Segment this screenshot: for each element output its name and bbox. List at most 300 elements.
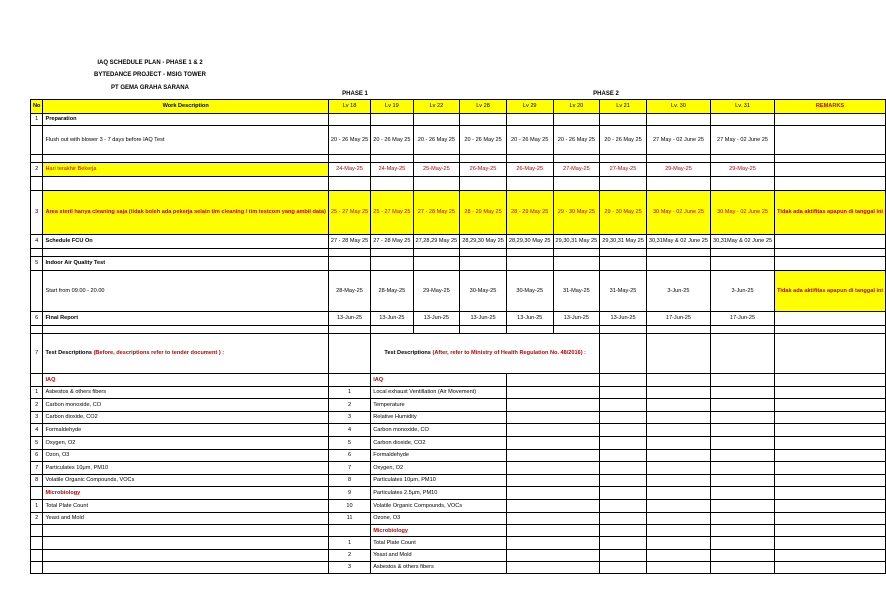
empty-cell xyxy=(775,474,886,487)
work-description: Flush out with blower 3 - 7 days before IAQ Test xyxy=(43,126,328,155)
empty-cell xyxy=(460,249,507,257)
empty-cell xyxy=(553,257,600,271)
empty-cell xyxy=(775,177,886,191)
empty-cell xyxy=(460,257,507,271)
empty-cell xyxy=(600,177,647,191)
schedule-value: 28-May-25 xyxy=(328,271,370,312)
row-number xyxy=(31,525,43,537)
table-row xyxy=(31,163,886,177)
empty-cell xyxy=(413,249,460,257)
schedule-value: 31-May-25 xyxy=(600,271,647,312)
schedule-value: 20 - 26 May 25 xyxy=(371,126,413,155)
table-row xyxy=(31,114,886,126)
empty-cell xyxy=(506,155,553,163)
empty-cell xyxy=(460,155,507,163)
empty-cell xyxy=(710,499,774,512)
schedule-value: 25 - 27 May 25 xyxy=(328,191,370,235)
empty-cell xyxy=(775,487,886,500)
row-number xyxy=(31,126,43,155)
row-number: 3 xyxy=(31,411,43,424)
test-item: Carbon dioxide, CO2 xyxy=(43,411,328,424)
test-item-number: 3 xyxy=(328,411,370,424)
test-item-number: 8 xyxy=(328,474,370,487)
empty-cell xyxy=(506,449,599,462)
empty-cell xyxy=(775,386,886,399)
schedule-value: 29,30,31 May 25 xyxy=(553,235,600,249)
table-row xyxy=(31,191,886,235)
remark-cell xyxy=(775,126,886,155)
empty-cell xyxy=(328,334,370,374)
empty-cell xyxy=(646,436,710,449)
table-row xyxy=(31,155,886,163)
empty-cell xyxy=(775,326,886,334)
empty-cell xyxy=(710,487,774,500)
empty-cell xyxy=(710,462,774,475)
empty-cell xyxy=(710,537,774,549)
empty-cell xyxy=(600,326,647,334)
schedule-value: 3-Jun-25 xyxy=(646,271,710,312)
empty-cell xyxy=(600,537,647,549)
work-description: Hari terakhir Bekerja xyxy=(43,163,328,177)
company-name: PT GEMA GRAHA SARANA xyxy=(111,85,189,91)
schedule-value: 13-Jun-25 xyxy=(371,312,413,326)
schedule-value: 24-May-25 xyxy=(371,163,413,177)
schedule-value: 31-May-25 xyxy=(553,271,600,312)
schedule-value: 20 - 26 May 25 xyxy=(460,126,507,155)
empty-cell xyxy=(506,537,599,549)
empty-cell xyxy=(413,155,460,163)
table-row xyxy=(31,326,886,334)
empty-cell xyxy=(371,326,413,334)
work-description: Schedule FCU On xyxy=(43,235,328,249)
table-row xyxy=(31,374,886,387)
test-item: Asbestos & others fibers xyxy=(43,386,328,399)
empty-cell xyxy=(43,561,328,573)
schedule-value: 20 - 26 May 25 xyxy=(413,126,460,155)
empty-cell xyxy=(31,177,43,191)
test-item-number: 4 xyxy=(328,424,370,437)
schedule-value: 26-May-25 xyxy=(460,163,507,177)
empty-cell xyxy=(646,424,710,437)
schedule-value: 20 - 26 May 25 xyxy=(553,126,600,155)
schedule-value: 30,31May & 02 June 25 xyxy=(646,235,710,249)
row-number: 1 xyxy=(31,386,43,399)
empty-cell xyxy=(506,561,599,573)
empty-cell xyxy=(775,537,886,549)
empty-cell xyxy=(646,449,710,462)
empty-cell xyxy=(600,399,647,412)
empty-cell xyxy=(43,326,328,334)
work-description: Final Report xyxy=(43,312,328,326)
empty-cell xyxy=(600,424,647,437)
empty-cell xyxy=(646,334,710,374)
document-title: IAQ SCHEDULE PLAN - PHASE 1 & 2 xyxy=(97,60,203,66)
empty-cell xyxy=(646,399,710,412)
empty-cell xyxy=(646,386,710,399)
test-item-number: 6 xyxy=(328,449,370,462)
empty-cell xyxy=(710,449,774,462)
test-item-number: 1 xyxy=(328,386,370,399)
work-description: Preparation xyxy=(43,114,328,126)
empty-cell xyxy=(646,525,710,537)
empty-cell xyxy=(710,386,774,399)
schedule-value: 28,29,30 May 25 xyxy=(506,235,553,249)
remark-cell: Tidak ada aktifitas apapun di tanggal ini xyxy=(775,271,886,312)
empty-cell xyxy=(371,177,413,191)
before-label: Test Descriptions xyxy=(45,350,92,357)
schedule-value: 26-May-25 xyxy=(506,163,553,177)
empty-cell xyxy=(600,249,647,257)
empty-cell xyxy=(506,399,599,412)
empty-cell xyxy=(553,249,600,257)
header-level: Lv 18 xyxy=(328,100,370,114)
empty-cell xyxy=(506,326,553,334)
schedule-value: 28,29,30 May 25 xyxy=(460,235,507,249)
empty-cell xyxy=(328,257,370,271)
schedule-value: 3-Jun-25 xyxy=(710,271,774,312)
test-item: Yeast and Mold xyxy=(43,512,328,525)
empty-cell xyxy=(775,399,886,412)
header-level: Lv 28 xyxy=(460,100,507,114)
test-item-number: 1 xyxy=(328,537,370,549)
empty-cell xyxy=(506,386,599,399)
table-row xyxy=(31,271,886,312)
empty-cell xyxy=(600,512,647,525)
table-row xyxy=(31,399,886,412)
schedule-value: 28 - 29 May 25 xyxy=(460,191,507,235)
empty-cell xyxy=(775,549,886,561)
remark-cell xyxy=(775,235,886,249)
empty-cell xyxy=(775,411,886,424)
schedule-value: 25 - 27 May 25 xyxy=(371,191,413,235)
empty-cell xyxy=(646,537,710,549)
schedule-value: 30 May - 02 June 25 xyxy=(710,191,774,235)
empty-cell xyxy=(328,525,370,537)
empty-cell xyxy=(710,326,774,334)
empty-cell xyxy=(775,334,886,374)
empty-cell xyxy=(506,474,599,487)
empty-cell xyxy=(646,474,710,487)
empty-cell xyxy=(600,436,647,449)
empty-cell xyxy=(553,326,600,334)
header-level: Lv 21 xyxy=(600,100,647,114)
test-item: Ozone, O3 xyxy=(371,512,507,525)
empty-cell xyxy=(553,155,600,163)
empty-cell xyxy=(646,374,710,387)
empty-cell xyxy=(600,257,647,271)
table-row xyxy=(31,100,886,114)
empty-cell xyxy=(710,257,774,271)
schedule-value: 13-Jun-25 xyxy=(506,312,553,326)
empty-cell xyxy=(31,326,43,334)
before-test-descriptions xyxy=(43,334,328,374)
empty-cell xyxy=(43,249,328,257)
empty-cell xyxy=(43,525,328,537)
test-item-number: 2 xyxy=(328,399,370,412)
table-row xyxy=(31,126,886,155)
row-number: 7 xyxy=(31,334,43,374)
test-item: Oxygen, O2 xyxy=(43,436,328,449)
test-item: Formaldehyde xyxy=(371,449,507,462)
empty-cell xyxy=(710,334,774,374)
table-row xyxy=(31,499,886,512)
header-no: No xyxy=(31,100,43,114)
empty-cell xyxy=(31,249,43,257)
row-number: 5 xyxy=(31,257,43,271)
empty-cell xyxy=(600,525,647,537)
empty-cell xyxy=(506,424,599,437)
test-item: Total Plate Count xyxy=(371,537,507,549)
empty-cell xyxy=(775,499,886,512)
empty-cell xyxy=(775,449,886,462)
empty-cell xyxy=(371,114,413,126)
schedule-value: 20 - 26 May 25 xyxy=(328,126,370,155)
table-row xyxy=(31,525,886,537)
empty-cell xyxy=(710,525,774,537)
test-item: Microbiology xyxy=(43,487,328,500)
empty-cell xyxy=(775,424,886,437)
schedule-value: 27-May-25 xyxy=(600,163,647,177)
empty-cell xyxy=(710,436,774,449)
test-item: Carbon dioxide, CO2 xyxy=(371,436,507,449)
empty-cell xyxy=(646,549,710,561)
schedule-value: 20 - 26 May 25 xyxy=(600,126,647,155)
test-item: Formaldehyde xyxy=(43,424,328,437)
schedule-value: 13-Jun-25 xyxy=(460,312,507,326)
empty-cell xyxy=(506,487,599,500)
empty-cell xyxy=(646,155,710,163)
remark-cell: Tidak ada aktifitas apapun di tanggal ini xyxy=(775,191,886,235)
remark-cell xyxy=(775,312,886,326)
table-row xyxy=(31,449,886,462)
remark-cell xyxy=(775,163,886,177)
empty-cell xyxy=(646,561,710,573)
test-item-number: 3 xyxy=(328,561,370,573)
schedule-value: 13-Jun-25 xyxy=(600,312,647,326)
schedule-table xyxy=(30,99,886,574)
test-item: Yeast and Mold xyxy=(371,549,507,561)
empty-cell xyxy=(646,499,710,512)
empty-cell xyxy=(775,374,886,387)
empty-cell xyxy=(506,257,553,271)
row-number xyxy=(31,271,43,312)
test-item: Carbon monoxide, CO xyxy=(371,424,507,437)
schedule-value: 17-Jun-25 xyxy=(646,312,710,326)
row-number xyxy=(31,561,43,573)
schedule-value: 27 May - 02 June 25 xyxy=(646,126,710,155)
schedule-value: 27-May-25 xyxy=(553,163,600,177)
empty-cell xyxy=(506,462,599,475)
test-item: Asbestos & others fibers xyxy=(371,561,507,573)
row-number: 4 xyxy=(31,235,43,249)
empty-cell xyxy=(646,249,710,257)
test-item-number: 5 xyxy=(328,436,370,449)
schedule-value: 20 - 26 May 25 xyxy=(506,126,553,155)
empty-cell xyxy=(506,549,599,561)
empty-cell xyxy=(775,512,886,525)
test-item: Total Plate Count xyxy=(43,499,328,512)
empty-cell xyxy=(371,249,413,257)
row-number: 2 xyxy=(31,163,43,177)
schedule-value: 29,30,31 May 25 xyxy=(600,235,647,249)
empty-cell xyxy=(710,374,774,387)
empty-cell xyxy=(710,512,774,525)
schedule-value: 30-May-25 xyxy=(460,271,507,312)
row-number: 2 xyxy=(31,399,43,412)
row-number: 2 xyxy=(31,512,43,525)
empty-cell xyxy=(328,155,370,163)
after-note: (After, refer to Ministry of Health Regulation No. 48/2016) : xyxy=(432,350,587,357)
empty-cell xyxy=(600,549,647,561)
after-test-descriptions xyxy=(371,334,600,374)
header-remarks: REMARKS xyxy=(775,100,886,114)
schedule-value: 30-May-25 xyxy=(506,271,553,312)
row-number xyxy=(31,487,43,500)
empty-cell xyxy=(600,334,647,374)
schedule-value: 29 - 30 May 25 xyxy=(553,191,600,235)
empty-cell xyxy=(775,257,886,271)
test-item-number: 2 xyxy=(328,549,370,561)
empty-cell xyxy=(506,499,599,512)
work-description: Start from 09.00 - 20.00 xyxy=(43,271,328,312)
schedule-value: 30 May - 02 June 25 xyxy=(646,191,710,235)
empty-cell xyxy=(775,155,886,163)
row-number: 6 xyxy=(31,449,43,462)
schedule-value: 27 - 28 May 25 xyxy=(328,235,370,249)
empty-cell xyxy=(553,114,600,126)
empty-cell xyxy=(506,411,599,424)
row-number: 1 xyxy=(31,114,43,126)
empty-cell xyxy=(413,177,460,191)
header-level: Lv 19 xyxy=(371,100,413,114)
table-row xyxy=(31,424,886,437)
table-row xyxy=(31,334,886,374)
empty-cell xyxy=(371,155,413,163)
empty-cell xyxy=(710,155,774,163)
schedule-value: 25-May-25 xyxy=(413,163,460,177)
test-item: Local exhaust Ventillation (Air Movement) xyxy=(371,386,507,399)
empty-cell xyxy=(710,411,774,424)
test-item-number: 7 xyxy=(328,462,370,475)
phase-2-label: PHASE 2 xyxy=(593,91,619,97)
test-item: Relative Humidity xyxy=(371,411,507,424)
table-row xyxy=(31,312,886,326)
test-item: Particulates 10μm, PM10 xyxy=(43,462,328,475)
work-description: Area steril hanya cleaning saja (tidak boleh ada pekerja selain tim cleaning / tim testcom yang ambil data) xyxy=(43,191,328,235)
row-number: 1 xyxy=(31,499,43,512)
after-label: Test Descriptions xyxy=(384,350,431,357)
row-number xyxy=(31,549,43,561)
schedule-value: 30,31May & 02 June 25 xyxy=(710,235,774,249)
schedule-value: 13-Jun-25 xyxy=(413,312,460,326)
header-level: Lv 22 xyxy=(413,100,460,114)
empty-cell xyxy=(506,436,599,449)
row-number: 7 xyxy=(31,462,43,475)
schedule-value: 29 - 30 May 25 xyxy=(600,191,647,235)
empty-cell xyxy=(506,374,599,387)
empty-cell xyxy=(775,436,886,449)
test-item-number: 11 xyxy=(328,512,370,525)
empty-cell xyxy=(600,561,647,573)
row-number xyxy=(31,374,43,387)
table-row xyxy=(31,411,886,424)
empty-cell xyxy=(328,326,370,334)
test-item: IAQ xyxy=(371,374,507,387)
empty-cell xyxy=(506,114,553,126)
empty-cell xyxy=(506,512,599,525)
table-row xyxy=(31,549,886,561)
empty-cell xyxy=(775,561,886,573)
empty-cell xyxy=(710,399,774,412)
empty-cell xyxy=(600,499,647,512)
empty-cell xyxy=(600,449,647,462)
empty-cell xyxy=(646,114,710,126)
empty-cell xyxy=(413,114,460,126)
empty-cell xyxy=(460,114,507,126)
empty-cell xyxy=(600,474,647,487)
header-level: Lv 29 xyxy=(506,100,553,114)
schedule-value: 29-May-25 xyxy=(710,163,774,177)
empty-cell xyxy=(775,249,886,257)
test-item-number: 10 xyxy=(328,499,370,512)
empty-cell xyxy=(328,374,370,387)
test-item-number: 9 xyxy=(328,487,370,500)
row-number xyxy=(31,537,43,549)
empty-cell xyxy=(413,257,460,271)
table-row xyxy=(31,436,886,449)
empty-cell xyxy=(710,561,774,573)
table-row xyxy=(31,249,886,257)
empty-cell xyxy=(646,326,710,334)
table-row xyxy=(31,512,886,525)
table-row xyxy=(31,561,886,573)
empty-cell xyxy=(646,462,710,475)
empty-cell xyxy=(710,474,774,487)
empty-cell xyxy=(43,177,328,191)
empty-cell xyxy=(775,114,886,126)
schedule-value: 28 - 29 May 25 xyxy=(506,191,553,235)
empty-cell xyxy=(646,257,710,271)
schedule-value: 27 May - 02 June 25 xyxy=(710,126,774,155)
table-row xyxy=(31,487,886,500)
empty-cell xyxy=(600,386,647,399)
empty-cell xyxy=(43,549,328,561)
schedule-value: 13-Jun-25 xyxy=(553,312,600,326)
empty-cell xyxy=(775,525,886,537)
empty-cell xyxy=(553,177,600,191)
test-item: Particulates 2.5μm, PM10 xyxy=(371,487,507,500)
empty-cell xyxy=(646,411,710,424)
test-item: Oxygen, O2 xyxy=(371,462,507,475)
empty-cell xyxy=(600,462,647,475)
empty-cell xyxy=(710,424,774,437)
schedule-value: 27,28,29 May 25 xyxy=(413,235,460,249)
schedule-value: 28-May-25 xyxy=(371,271,413,312)
header-level: Lv 20 xyxy=(553,100,600,114)
empty-cell xyxy=(710,114,774,126)
schedule-value: 24-May-25 xyxy=(328,163,370,177)
row-number: 5 xyxy=(31,436,43,449)
empty-cell xyxy=(328,114,370,126)
header-level: Lv. 30 xyxy=(646,100,710,114)
table-row xyxy=(31,386,886,399)
test-item: Microbiology xyxy=(371,525,507,537)
empty-cell xyxy=(460,326,507,334)
empty-cell xyxy=(43,537,328,549)
empty-cell xyxy=(371,257,413,271)
row-number: 8 xyxy=(31,474,43,487)
test-item: Ozon, O3 xyxy=(43,449,328,462)
